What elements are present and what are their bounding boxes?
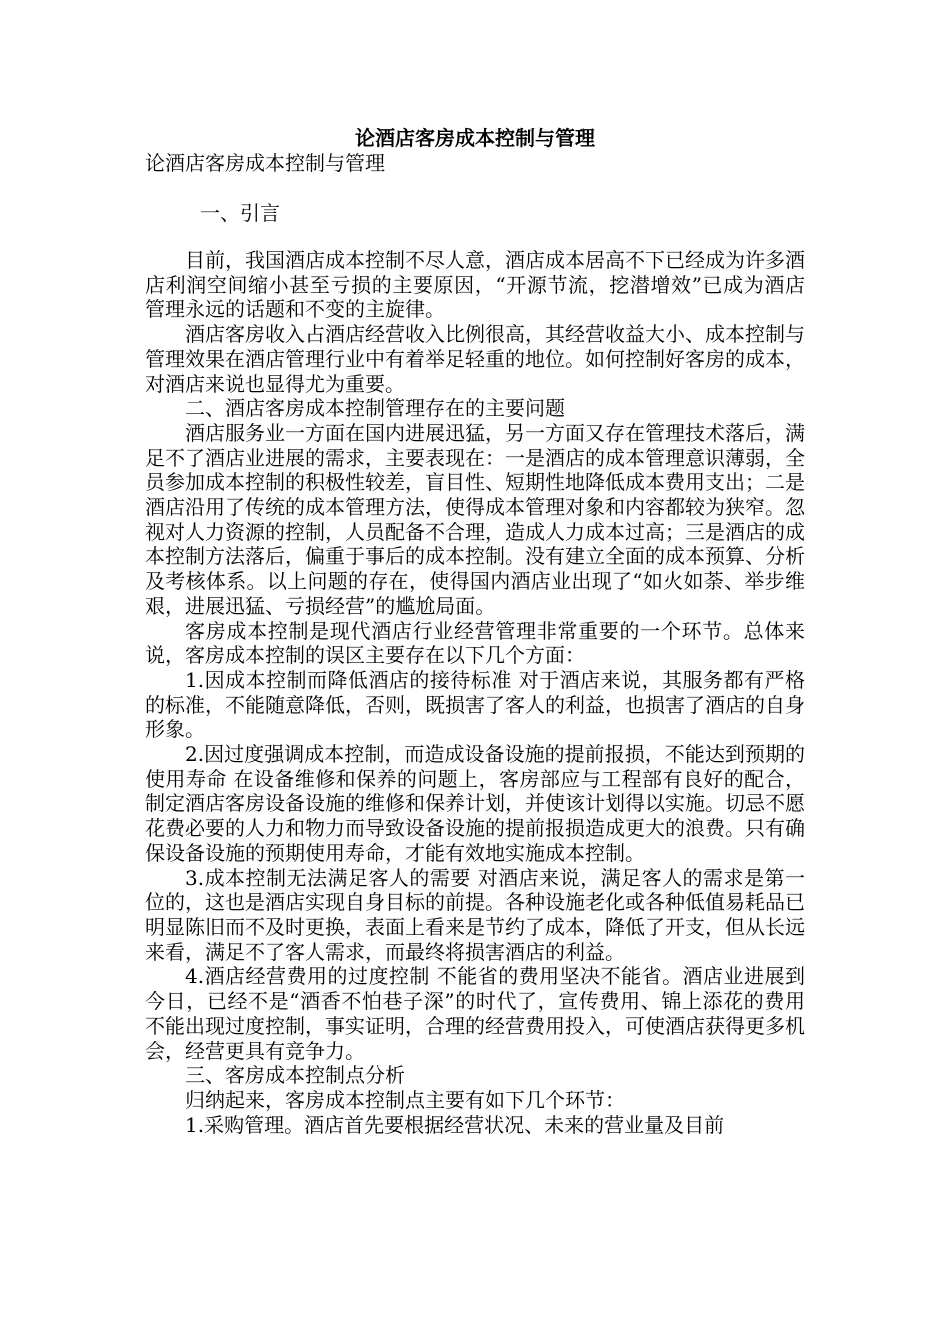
list-item: 2.因过度强调成本控制，而造成设备设施的提前报损，不能达到预期的使用寿命 在设备维修和保养的问题上，客房部应与工程部有良好的配合，制定酒店客房设备设施的维修和保养计划，并使该计划得以实施。切忌不愿花费必要的人力和物力而导致设备设施的提前报损造成更大的浪费。只有确保设备设施的预期使用寿命，才能有效地实施成本控制。 [145, 742, 805, 865]
list-item: 3.成本控制无法满足客人的需要 对酒店来说，满足客人的需求是第一位的，这也是酒店实现自身目标的前提。各种设施老化或各种低值易耗品已明显陈旧而不及时更换，表面上看来是节约了成本，降低了开支，但从长远来看，满足不了客人需求，而最终将损害酒店的利益。 [145, 865, 805, 964]
list-item: 4.酒店经营费用的过度控制 不能省的费用坚决不能省。酒店业进展到今日，已经不是“酒香不怕巷子深”的时代了，宣传费用、锦上添花的费用不能出现过度控制，事实证明，合理的经营费用投入，可使酒店获得更多机会，经营更具有竞争力。 [145, 964, 805, 1063]
list-item: 1.因成本控制而降低酒店的接待标准 对于酒店来说，其服务都有严格的标准，不能随意降低，否则，既损害了客人的利益，也损害了酒店的自身形象。 [145, 667, 805, 742]
document-body [145, 248, 805, 1137]
paragraph: 酒店服务业一方面在国内进展迅猛，另一方面又存在管理技术落后，满足不了酒店业进展的需求，主要表现在：一是酒店的成本管理意识薄弱，全员参加成本控制的积极性较差，盲目性、短期性地降低成本费用支出；二是酒店沿用了传统的成本管理方法，使得成本管理对象和内容都较为狭窄。忽视对人力资源的控制，人员配备不合理，造成人力成本过高；三是酒店的成本控制方法落后，偏重于事后的成本控制。没有建立全面的成本预算、分析及考核体系。以上问题的存在，使得国内酒店业出现了“如火如荼、举步维艰，进展迅猛、亏损经营”的尴尬局面。 [145, 420, 805, 618]
paragraph: 客房成本控制是现代酒店行业经营管理非常重要的一个环节。总体来说，客房成本控制的误区主要存在以下几个方面： [145, 618, 805, 668]
paragraph: 目前，我国酒店成本控制不尽人意，酒店成本居高不下已经成为许多酒店利润空间缩小甚至亏损的主要原因，“开源节流，挖潜增效”已成为酒店管理永远的话题和不变的主旋律。 [145, 248, 805, 322]
paragraph: 归纳起来，客房成本控制点主要有如下几个环节： [185, 1087, 625, 1112]
section-heading-introduction: 一、引言 [200, 201, 280, 225]
paragraph: 酒店客房收入占酒店经营收入比例很高，其经营收益大小、成本控制与管理效果在酒店管理行业中有着举足轻重的地位。如何控制好客房的成本，对酒店来说也显得尤为重要。 [145, 322, 805, 396]
section-heading: 三、客房成本控制点分析 [185, 1063, 405, 1088]
document-subtitle: 论酒店客房成本控制与管理 [145, 151, 385, 175]
section-heading: 二、酒店客房成本控制管理存在的主要问题 [185, 396, 565, 421]
list-item: 1.采购管理。酒店首先要根据经营状况、未来的营业量及目前 [185, 1112, 725, 1137]
document-title: 论酒店客房成本控制与管理 [355, 126, 595, 150]
